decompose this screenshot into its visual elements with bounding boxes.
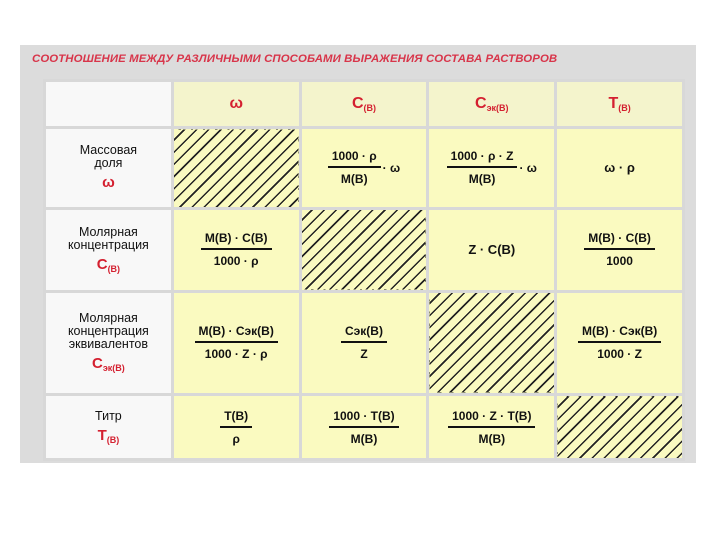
formula-cell: ω · ρ xyxy=(556,128,684,209)
row-header-titer: Титр $Т_{(В)}$ xyxy=(45,395,173,460)
row-header-molar-concentration: Молярная концентрация $С_{(В)}$ xyxy=(45,208,173,291)
formula-cell: $\frac{M(B) \cdot C(B)}{1000 \cdot \rho}$ xyxy=(172,208,300,291)
row-header-mass-fraction: Массовая доля ω xyxy=(45,128,173,209)
formula-cell: $\frac{1000 \cdot \rho}{M(B)}$ · ω xyxy=(300,128,428,209)
header-omega: ω xyxy=(172,81,300,128)
header-t: $Т_{(В)}$ xyxy=(556,81,684,128)
formula-cell: $\frac{M(B) \cdot C(B)}{1000}$ xyxy=(556,208,684,291)
hatched-cell xyxy=(556,395,684,460)
row-header-equivalent-concentration: Молярная концентрация эквивалентов $С_{эк(В)}$ xyxy=(45,291,173,395)
hatched-cell xyxy=(172,128,300,209)
formula-cell: $\frac{1000 \cdot \rho \cdot Z}{M(B)}$ · ω xyxy=(428,128,556,209)
formula-cell: $\frac{\text{M(B) · Cэк(B)}}{1000 \cdot Z \cdot \rho}$ xyxy=(172,291,300,395)
slide-title: СООТНОШЕНИЕ МЕЖДУ РАЗЛИЧНЫМИ СПОСОБАМИ ВЫРАЖЕНИЯ СОСТАВА РАСТВОРОВ xyxy=(32,53,558,65)
formula-cell: $\frac{T(B)}{\rho}$ xyxy=(172,395,300,460)
formula-cell: Z · C(B) xyxy=(428,208,556,291)
formula-cell: $\frac{1000 \cdot Z \cdot T(B)}{M(B)}$ xyxy=(428,395,556,460)
hatched-cell xyxy=(428,291,556,395)
formula-cell: $\frac{\text{Cэк(B)}}{Z}$ xyxy=(300,291,428,395)
corner-cell xyxy=(45,81,173,128)
relations-table xyxy=(43,79,685,461)
hatched-cell xyxy=(300,208,428,291)
header-c: $С_{(В)}$ xyxy=(300,81,428,128)
formula-cell: $\frac{\text{M(B) · Cэк(B)}}{1000 \cdot Z}$ xyxy=(556,291,684,395)
header-cek: $С_{эк(В)}$ xyxy=(428,81,556,128)
slide xyxy=(20,45,696,463)
formula-cell: $\frac{1000 \cdot T(B)}{M(B)}$ xyxy=(300,395,428,460)
